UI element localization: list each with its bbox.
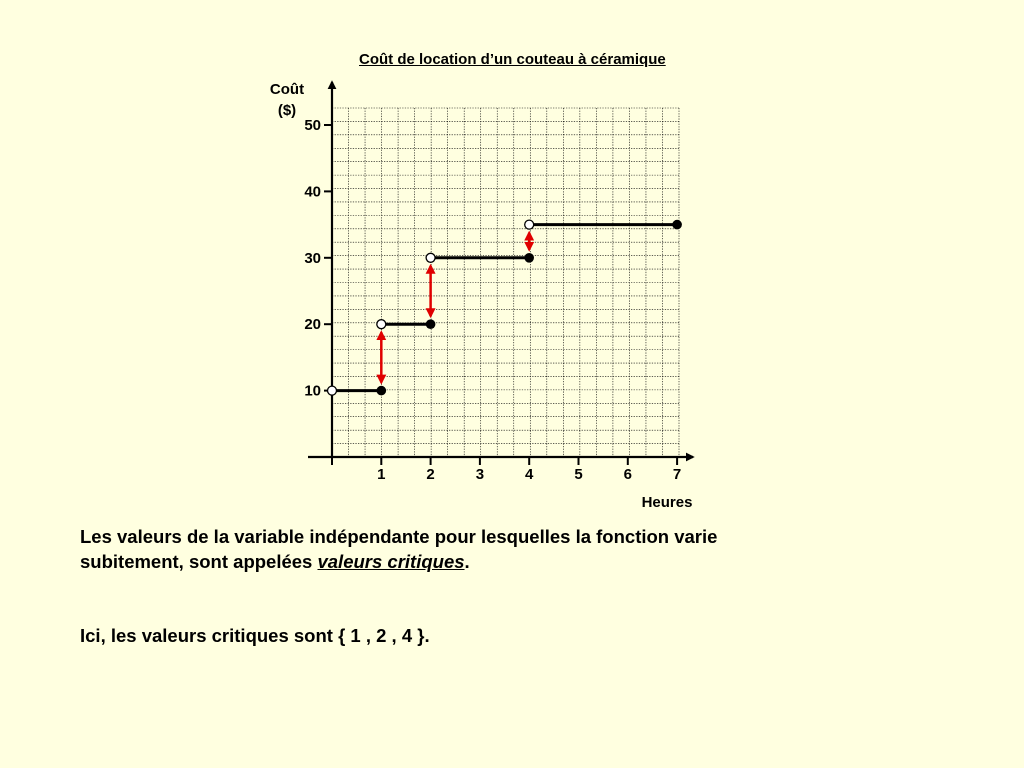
x-tick-label: 2 <box>426 466 435 483</box>
y-axis-label-line2: ($) <box>277 102 297 119</box>
y-tick-label: 10 <box>304 382 321 400</box>
y-tick-label: 30 <box>304 249 321 267</box>
critical-values-statement: Ici, les valeurs critiques sont { 1 , 2 , 4 }. <box>80 625 430 646</box>
chart-title: Coût de location d’un couteau à céramique <box>359 51 666 68</box>
definition-line2-end: . <box>464 551 470 572</box>
closed-point <box>524 253 534 263</box>
definition-line2-start: subitement, sont appelées <box>80 551 318 572</box>
definition-line2 <box>80 549 940 574</box>
closed-point <box>377 386 387 396</box>
grid <box>332 108 679 457</box>
critical-values-term: valeurs critiques <box>317 551 465 572</box>
closed-point <box>672 220 682 230</box>
open-point <box>426 253 435 262</box>
y-axis-label-line1: Coût <box>269 81 305 98</box>
y-axis-label <box>258 79 316 121</box>
open-point <box>377 320 386 329</box>
definition-line1: Les valeurs de la variable indépendante pour lesquelles la fonction varie <box>80 526 718 547</box>
x-tick-label: 4 <box>525 466 534 483</box>
y-tick-label: 50 <box>304 117 321 134</box>
definition-paragraph <box>80 524 940 574</box>
x-tick-label: 6 <box>623 466 632 483</box>
open-point <box>328 386 337 395</box>
x-tick-label: 1 <box>377 466 386 483</box>
x-axis-label: Heures <box>641 494 693 511</box>
x-tick-label: 3 <box>475 466 485 483</box>
x-tick-label: 5 <box>574 466 583 483</box>
open-point <box>525 220 534 229</box>
x-tick-label: 7 <box>672 466 682 483</box>
y-tick-label: 40 <box>304 183 321 201</box>
closed-point <box>426 319 436 329</box>
y-tick-label: 20 <box>304 316 321 334</box>
